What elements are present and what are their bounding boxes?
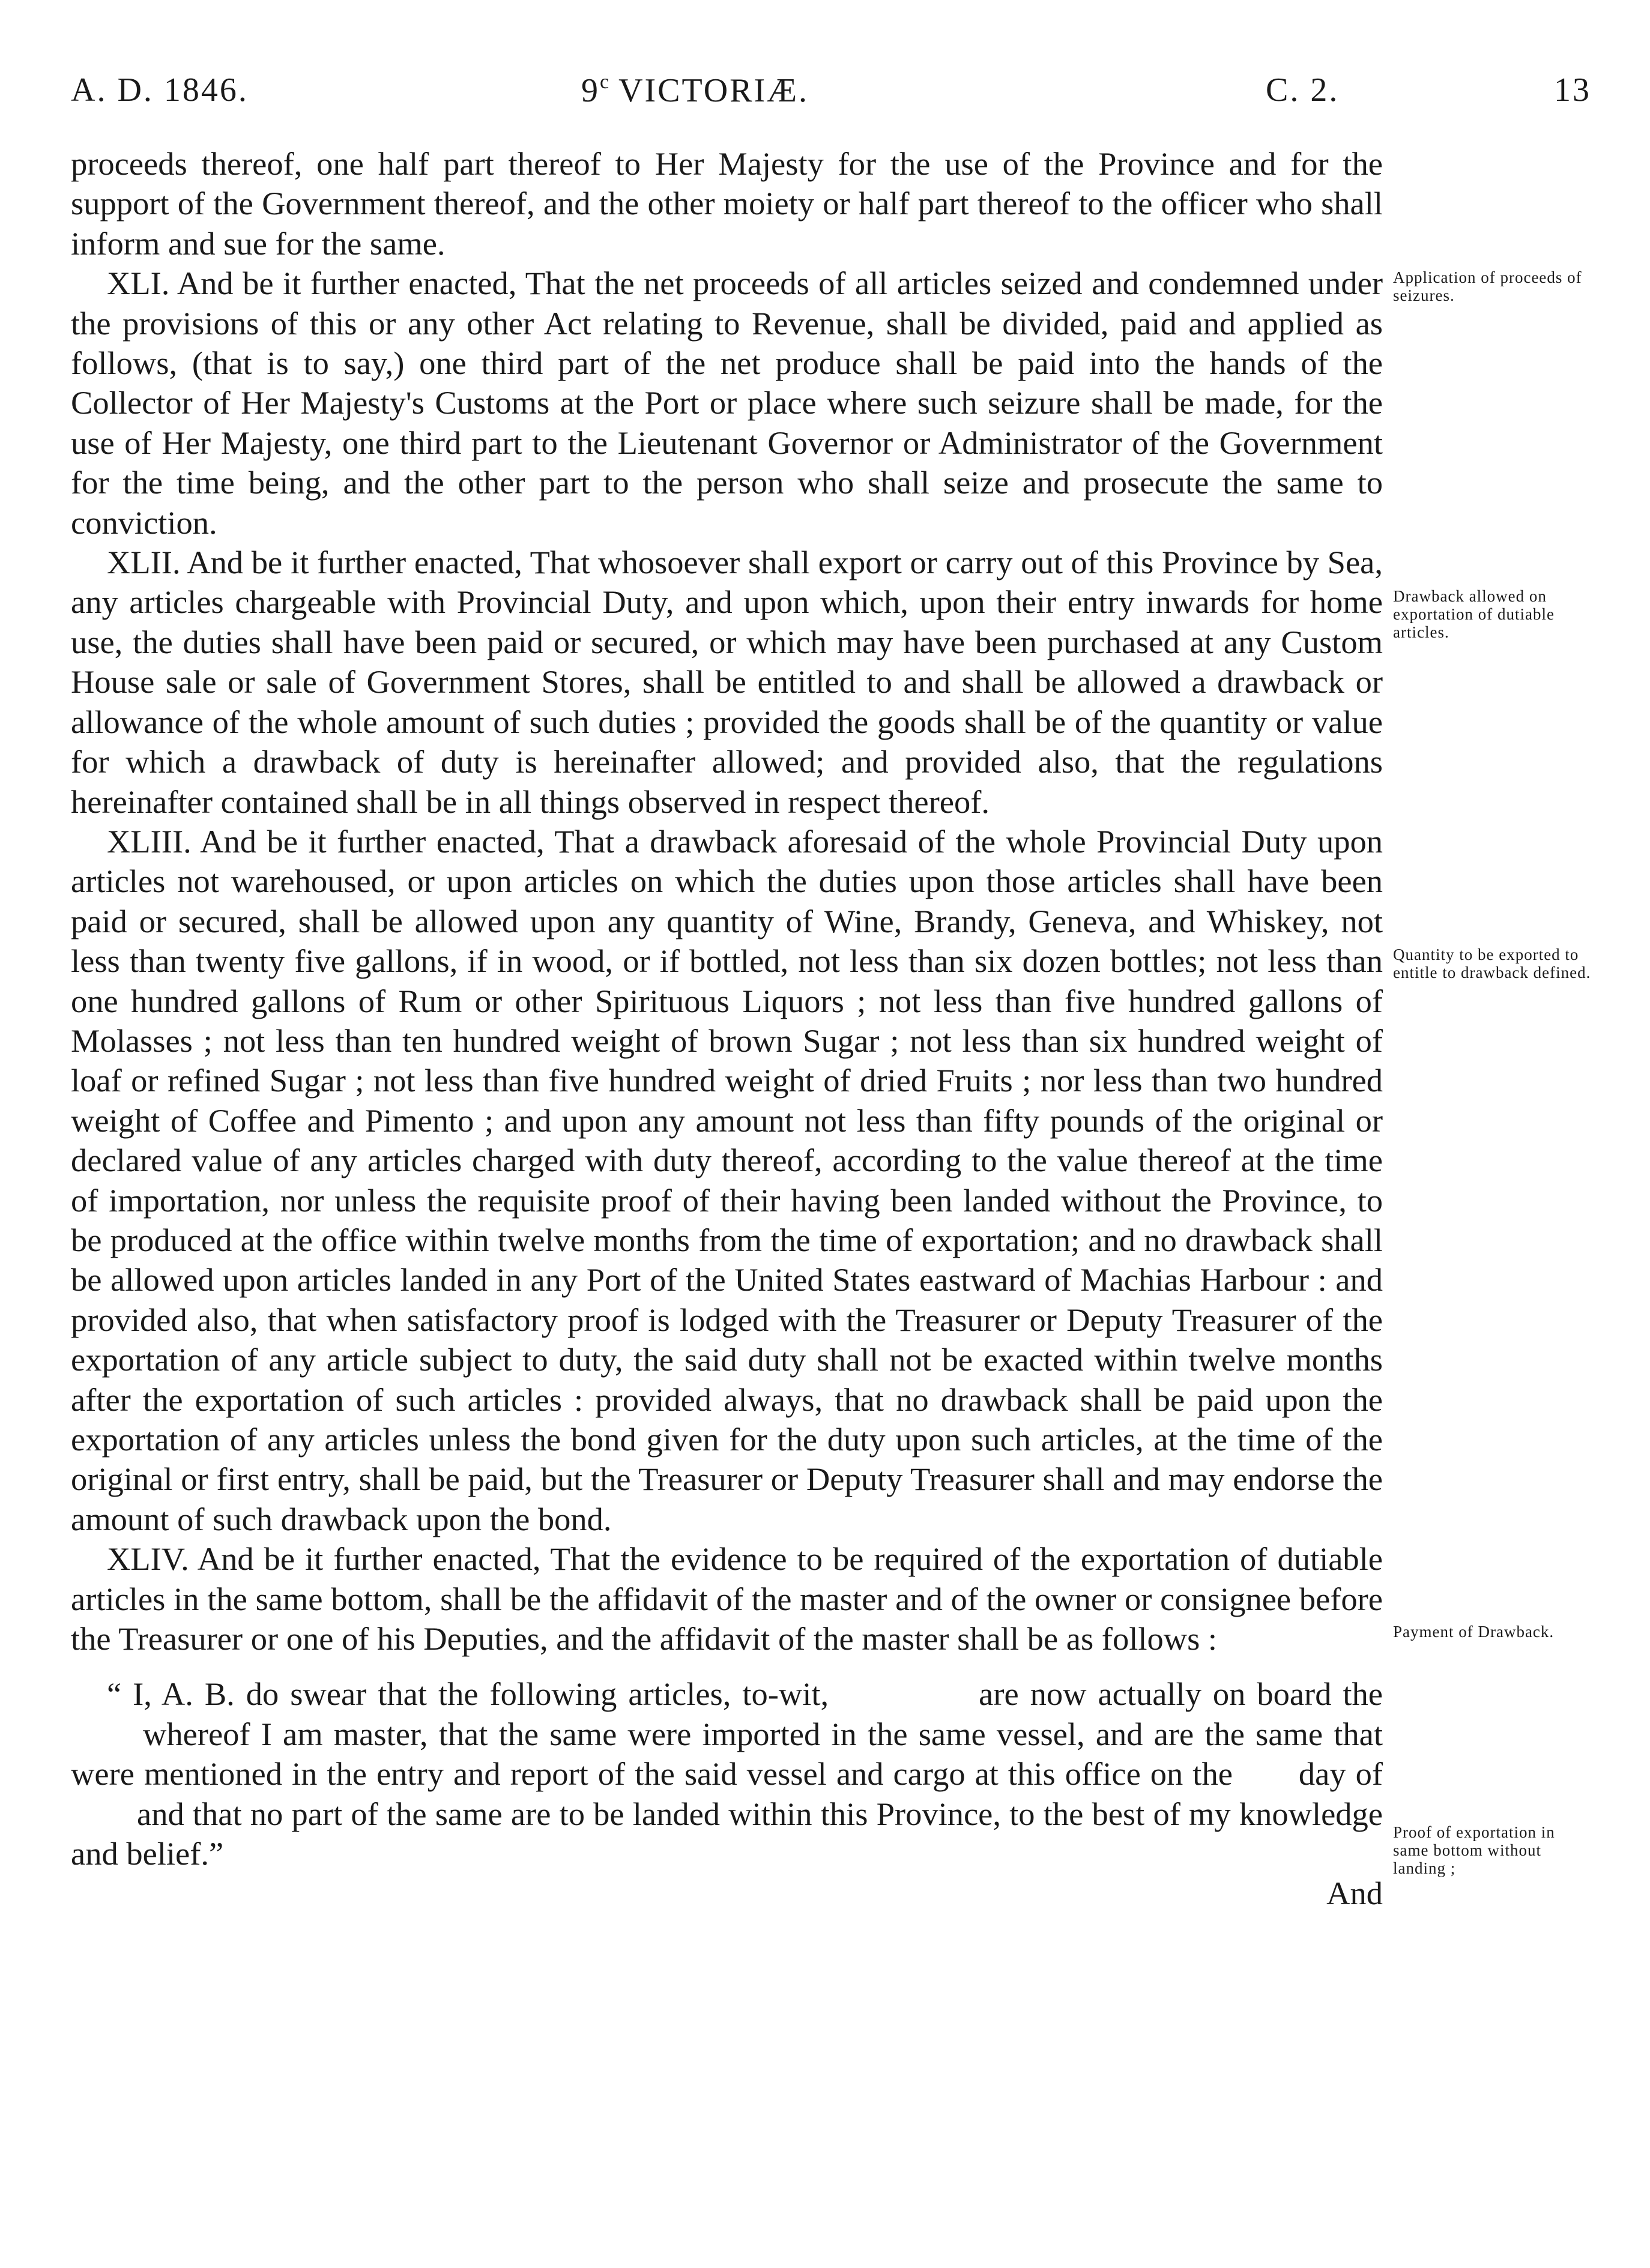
header-regnal-number: 9 [581,72,600,109]
margin-note-drawback-allowed: Drawback allowed on exportation of dutiable articles. [1393,587,1555,641]
affidavit-text-3: whereof I am master, that the same were imported in the same vessel, and are the same that were mentioned in the entry and report of the said vessel and cargo at this office on the [71,1715,1383,1793]
page-number: 13 [1554,71,1591,109]
catchword: And [1326,1875,1383,1912]
affidavit-text-4: day of [1298,1755,1383,1793]
section-xlii: XLII. And be it further enacted, That whosoever shall export or carry out of this Province by Sea, any articles chargeable with Provincial Duty, and upon which, upon their entry inwards for home use, the duties shall have been paid or secured, or which may have been purchased at any Custom House sale or sale of Government Stores, shall be entitled to and shall be allowed a drawback or allowance of the whole amount of such duties ; provided the goods shall be of the quantity or value for which a drawback of duty is hereinafter allowed; and provided also, that the regulations hereinafter contained shall be in all things observed in respect thereof. [71,544,1383,820]
affidavit-text-2: are now actually on board the [979,1675,1383,1713]
margin-note-proceeds-of-seizures: Application of proceeds of seizures. [1393,268,1582,304]
section-xliv: XLIV. And be it further enacted, That the evidence to be required of the exportation of dutiable articles in the same bottom, shall be the affidavit of the master and of the owner or consignee before the Treasurer or one of his Deputies, and the affidavit of the master shall be as follows : [71,1540,1383,1657]
header-regnal-superscript: c [600,71,609,93]
affidavit-form [71,1674,1383,1874]
header-regnal-name: VICTORIÆ. [618,72,809,109]
header-chapter: C. 2. [1266,71,1340,109]
continuation-paragraph: proceeds thereof, one half part thereof to Her Majesty for the use of the Province and for the support of the Government thereof, and the other moiety or half part thereof to the officer who shall inform and sue for the same. [71,145,1383,262]
affidavit-text-1: “ I, A. B. do swear that the following articles, to-wit, [107,1675,829,1713]
header-regnal-year [581,71,809,110]
header-year: A. D. 1846. [71,71,249,109]
margin-note-quantity-defined: Quantity to be exported to entitle to drawback defined. [1393,946,1591,982]
affidavit-text-5: and that no part of the same are to be landed within this Province, to the best of my knowledge and belief.” [71,1795,1383,1872]
section-xliii: XLIII. And be it further enacted, That a drawback aforesaid of the whole Provincial Duty upon articles not warehoused, or upon articles on which the duties upon those articles shall have been paid or secured, shall be allowed upon any quantity of Wine, Brandy, Geneva, and Whiskey, not less than twenty five gallons, if in wood, or if bottled, not less than six dozen bottles; not less than one hundred gallons of Rum or other Spirituous Liquors ; not less than five hundred gallons of Molasses ; not less than ten hundred weight of brown Sugar ; not less than six hundred weight of loaf or refined Sugar ; not less than five hundred weight of dried Fruits ; nor less than two hundred weight of Coffee and Pimento ; and upon any amount not less than fifty pounds of the original or declared value of any articles charged with duty thereof, according to the value thereof at the time of importation, nor unless the requisite proof of their having been landed without the Province, to be produced at the office within twelve months from the time of exportation; and no drawback shall be allowed upon articles landed in any Port of the United States eastward of Machias Harbour : and provided also, that when satisfactory proof is lodged with the Treasurer or Deputy Treasurer of the exportation of any article subject to duty, the said duty shall not be exacted within twelve months after the exportation of such articles : provided always, that no drawback shall be paid upon the exportation of any articles unless the bond given for the duty upon such articles, at the time of the original or first entry, shall be paid, but the Treasurer or Deputy Treasurer shall and may endorse the amount of such drawback upon the bond. [71,822,1383,1537]
running-header [71,71,1590,113]
section-xli: XLI. And be it further enacted, That the net proceeds of all articles seized and condemned under the provisions of this or any other Act relating to Revenue, shall be divided, paid and applied as follows, (that is to say,) one third part of the net produce shall be paid into the hands of the Collector of Her Majesty's Customs at the Port or place where such seizure shall be made, for the use of Her Majesty, one third part to the Lieutenant Governor or Administrator of the Government for the time being, and the other part to the person who shall seize and prosecute the same to conviction. [71,265,1383,541]
margin-note-payment-of-drawback: Payment of Drawback. [1393,1623,1555,1641]
margin-note-proof-of-exportation: Proof of exportation in same bottom without landing ; [1393,1823,1555,1877]
statute-body [71,144,1383,1914]
